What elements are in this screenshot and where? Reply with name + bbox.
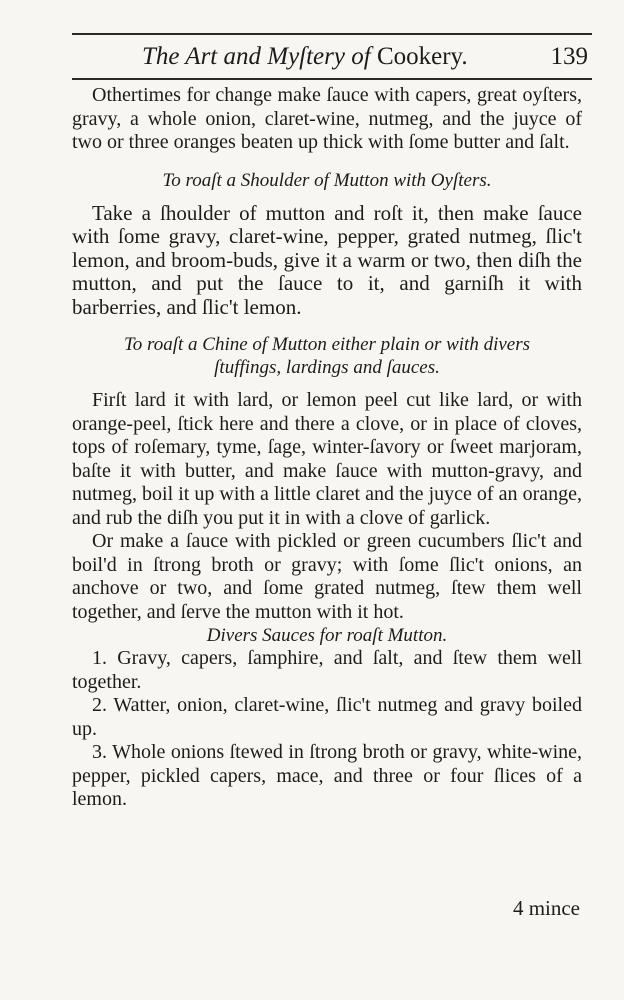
paragraph-intro: Othertimes for change make ſauce with capers, great oyſters, gravy, a whole onion, claret-wine, nutmeg, and the juyce of two or three oranges beaten up thick with ſome butter and ſalt. (72, 84, 582, 153)
page-number: 139 (550, 43, 588, 70)
paragraph-chine-1: Firſt lard it with lard, or lemon peel cut like lard, or with orange-peel, ſtick here and there a clove, or in place of cloves, tops of roſemary, tyme, ſage, winter-ſavory or ſweet marjoram, baſte it with butter, and make ſauce with mutton-gravy, and nutmeg, boil it up with a little claret and the juyce of an orange, and rub the diſh you put it in with a clove of garlick. (72, 389, 582, 529)
sauce-item-3: 3. Whole onions ſtewed in ſtrong broth or gravy, white-wine, pepper, pickled capers, mace, and three or four ſlices of a lemon. (72, 741, 582, 810)
header-rule-top (72, 33, 592, 35)
sauce-item-2: 2. Watter, onion, claret-wine, ſlic't nutmeg and gravy boiled up. (72, 694, 582, 740)
heading-chine-line-1: To roaſt a Chine of Mutton either plain or with divers (123, 334, 531, 355)
running-header (72, 38, 592, 76)
running-title-roman: Cookery. (376, 43, 468, 70)
heading-shoulder-of-mutton: To roaſt a Shoulder of Mutton with Oyſters. (162, 169, 492, 191)
running-title (142, 38, 468, 76)
header-rule-bottom (72, 78, 592, 80)
page-body (72, 84, 582, 812)
heading-divers-sauces: Divers Sauces for roaſt Mutton. (206, 625, 448, 646)
sauce-item-1: 1. Gravy, capers, ſamphire, and ſalt, and ſtew them well together. (72, 647, 582, 693)
catchword: 4 mince (512, 896, 580, 920)
heading-chine-line-2: ſtuffings, lardings and ſauces. (214, 357, 440, 378)
paragraph-shoulder: Take a ſhoulder of mutton and roſt it, then make ſauce with ſome gravy, claret-wine, pepper, grated nutmeg, ſlic't lemon, and broom-buds, give it a warm or two, then diſh the mutton, and put the ſauce to it, and garniſh it with barberries, and ſlic't lemon. (72, 200, 582, 319)
running-title-italic: The Art and Myſtery of (142, 43, 371, 70)
paragraph-chine-2: Or make a ſauce with pickled or green cucumbers ſlic't and boil'd in ſtrong broth or gravy; with ſome ſlic't onions, an anchove or two, and ſome grated nutmeg, ſtew them well together, and ſerve the mutton with it hot. (72, 530, 582, 623)
